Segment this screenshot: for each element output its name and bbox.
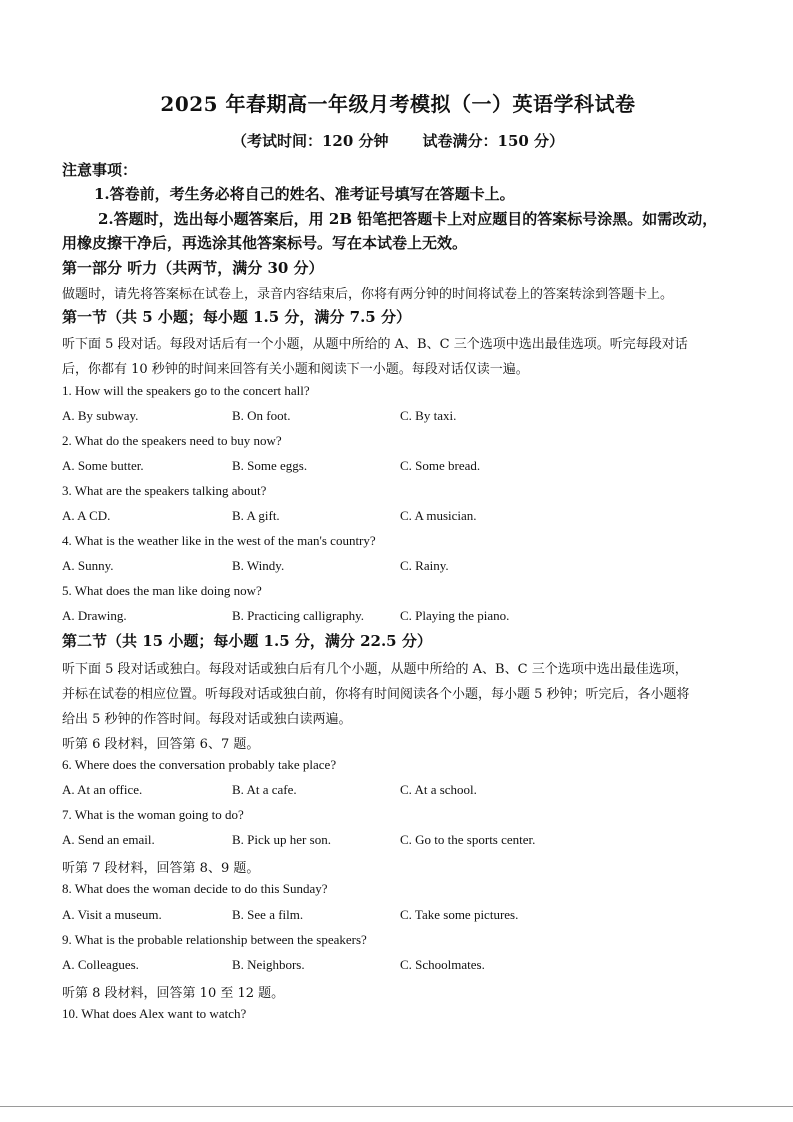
option-b: B. Practicing calligraphy. [232, 608, 365, 623]
option-c: C. Schoolmates. [400, 957, 485, 972]
exam-time: （考试时间：120 分钟 [231, 132, 389, 150]
question-2: 2. What do the speakers need to buy now? [62, 433, 282, 448]
option-a: A. Drawing. [62, 608, 127, 623]
section2-instruction-line-1: 听下面 5 段对话或独白。每段对话或独白后有几个小题，从题中所给的 A、B、C 三个选项中选出最佳选项， [62, 662, 688, 677]
notice-item-2-line-2: 用橡皮擦干净后，再选涂其他答案标号。写在本试卷上无效。 [62, 234, 468, 252]
question-10: 10. What does Alex want to watch? [62, 1006, 247, 1021]
question-9: 9. What is the probable relationship between the speakers? [62, 932, 367, 947]
option-b: B. Neighbors. [232, 957, 305, 972]
section1-heading: 第一节（共 5 小题；每小题 1.5 分，满分 7.5 分） [62, 308, 411, 326]
question-1: 1. How will the speakers go to the concert hall? [62, 383, 310, 398]
exam-score: 试卷满分：150 分） [422, 132, 565, 150]
option-a: A. Colleagues. [62, 957, 139, 972]
material-note-7: 听第 7 段材料，回答第 8、9 题。 [62, 861, 260, 876]
option-c: C. Take some pictures. [400, 907, 519, 922]
option-c: C. By taxi. [400, 408, 457, 423]
option-a: A. Sunny. [62, 558, 114, 573]
page-bottom-divider [0, 1106, 793, 1107]
question-7: 7. What is the woman going to do? [62, 807, 244, 822]
section2-heading: 第二节（共 15 小题；每小题 1.5 分，满分 22.5 分） [62, 632, 432, 650]
section2-instruction-line-2: 并标在试卷的相应位置。听每段对话或独白前，你将有时间阅读各个小题，每小题 5 秒钟；听完后，各小题将 [62, 687, 690, 702]
option-b: B. At a cafe. [232, 782, 297, 797]
notice-item-2-line-1: 2.答题时，选出每小题答案后，用 2B 铅笔把答题卡上对应题目的答案标号涂黑。如需改动， [98, 210, 718, 228]
option-a: A. By subway. [62, 408, 139, 423]
option-a: A. Send an email. [62, 832, 155, 847]
option-c: C. A musician. [400, 508, 477, 523]
question-8-options [62, 907, 734, 923]
question-4: 4. What is the weather like in the west of the man's country? [62, 533, 376, 548]
option-a: A. Some butter. [62, 458, 144, 473]
question-3-options [62, 508, 734, 524]
option-c: C. Playing the piano. [400, 608, 510, 623]
option-b: B. On foot. [232, 408, 291, 423]
question-3: 3. What are the speakers talking about? [62, 483, 267, 498]
question-5: 5. What does the man like doing now? [62, 583, 262, 598]
question-2-options [62, 458, 734, 474]
notice-item-1: 1.答卷前，考生务必将自己的姓名、准考证号填写在答题卡上。 [94, 185, 515, 203]
question-9-options [62, 957, 734, 973]
option-c: C. Some bread. [400, 458, 481, 473]
question-1-options [62, 408, 734, 424]
question-5-options [62, 608, 734, 624]
question-6-options [62, 782, 734, 798]
option-c: C. At a school. [400, 782, 477, 797]
question-6: 6. Where does the conversation probably take place? [62, 757, 337, 772]
question-4-options [62, 558, 734, 574]
option-a: A. At an office. [62, 782, 143, 797]
section2-instruction-line-3: 给出 5 秒钟的作答时间。每段对话或独白读两遍。 [62, 712, 352, 727]
option-a: A. Visit a museum. [62, 907, 162, 922]
part1-heading: 第一部分 听力（共两节，满分 30 分） [62, 259, 324, 277]
exam-info [62, 130, 734, 151]
material-note-8: 听第 8 段材料，回答第 10 至 12 题。 [62, 986, 285, 1001]
option-c: C. Rainy. [400, 558, 449, 573]
option-b: B. Windy. [232, 558, 285, 573]
option-b: B. Pick up her son. [232, 832, 331, 847]
material-note-6: 听第 6 段材料，回答第 6、7 题。 [62, 737, 260, 752]
option-b: B. See a film. [232, 907, 304, 922]
section1-instruction-line-2: 后，你都有 10 秒钟的时间来回答有关小题和阅读下一小题。每段对话仅读一遍。 [62, 362, 529, 377]
page-title: 2025 年春期高一年级月考模拟（一）英语学科试卷 [160, 92, 636, 116]
question-7-options [62, 832, 734, 848]
notice-heading: 注意事项： [62, 161, 138, 179]
option-b: B. A gift. [232, 508, 280, 523]
option-c: C. Go to the sports center. [400, 832, 536, 847]
question-8: 8. What does the woman decide to do this Sunday? [62, 881, 328, 896]
option-a: A. A CD. [62, 508, 111, 523]
part1-instruction: 做题时，请先将答案标在试卷上，录音内容结束后，你将有两分钟的时间将试卷上的答案转涂到答题卡上。 [62, 287, 674, 302]
section1-instruction-line-1: 听下面 5 段对话。每段对话后有一个小题，从题中所给的 A、B、C 三个选项中选出最佳选项。听完每段对话 [62, 337, 688, 352]
option-b: B. Some eggs. [232, 458, 308, 473]
